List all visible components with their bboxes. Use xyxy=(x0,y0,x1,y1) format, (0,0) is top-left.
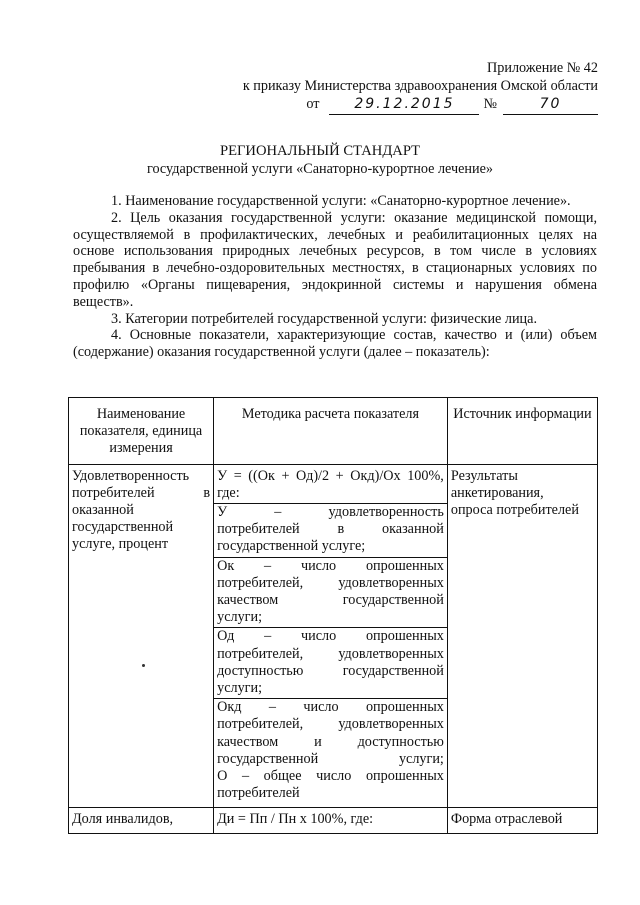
cell-line: потребителей xyxy=(217,785,300,802)
document-subtitle: государственной услуги «Санаторно-курортное лечение» xyxy=(147,161,493,177)
header-indicator-name: Наименование показателя, единица измерения xyxy=(69,398,214,465)
cell-line: государственной xyxy=(72,519,174,536)
cell-calculation-method xyxy=(214,464,448,808)
document-title: РЕГИОНАЛЬНЫЙ СТАНДАРТ xyxy=(219,143,421,159)
order-reference: к приказу Министерства здравоохранения Омской области xyxy=(242,78,598,94)
cell-line: Од – число опрошенных xyxy=(217,628,444,645)
body-paragraphs xyxy=(73,193,597,361)
cell-line: оказанной xyxy=(72,502,134,519)
cell-line: государственной услуги; xyxy=(217,750,444,767)
cell-indicator-name xyxy=(69,808,214,833)
cell-line: О – общее число опрошенных xyxy=(217,768,444,785)
cell-line: услуге, процент xyxy=(72,536,169,553)
cell-line: У – удовлетворенность xyxy=(217,504,444,521)
indicators-table xyxy=(68,397,598,834)
cell-line: потребителей, удовлетворенных xyxy=(217,574,444,591)
cell-line: потребителей, удовлетворенных xyxy=(217,716,444,733)
cell-line: Окд – число опрошенных xyxy=(217,699,444,716)
cell-line: потребителей, удовлетворенных xyxy=(217,645,444,662)
order-date-handwritten: 29.12.2015 xyxy=(329,94,479,115)
cell-line: государственной услуге; xyxy=(217,538,366,555)
cell-line: услуги; xyxy=(217,680,263,697)
method-block xyxy=(214,558,447,629)
cell-line: У = ((Ок + Од)/2 + Окд)/Ох 100%, xyxy=(217,467,444,484)
order-date-line xyxy=(306,94,598,115)
cell-line: доступностью государственной xyxy=(217,662,444,679)
cell-line: качеством и доступностью xyxy=(217,733,444,750)
paragraph-2: 2. Цель оказания государственной услуги: оказание медицинской помощи, осуществляемой в профилактических, лечебных и реабилитационных целях на основе использования природных лечебных ресурсов, в том числе в условиях пребывания в лечебно-оздоровительных местностях, в стационарных условиях по профилю «Органы пищеварения, эндокринной системы и нарушения обмена веществ». xyxy=(73,209,597,310)
method-block xyxy=(214,468,447,504)
cell-information-source xyxy=(447,808,597,833)
cell-indicator-name xyxy=(69,464,214,808)
from-label: от xyxy=(306,96,320,112)
cell-line: Результаты xyxy=(450,467,518,484)
cell-calculation-method xyxy=(214,808,448,833)
scan-speck xyxy=(142,664,145,667)
table-row xyxy=(69,464,598,808)
header-information-source: Источник информации xyxy=(447,398,597,465)
paragraph-3: 3. Категории потребителей государственной услуги: физические лица. xyxy=(111,310,537,327)
cell-line: Ди = Пп / Пн х 100%, где: xyxy=(217,811,374,828)
cell-line: где: xyxy=(217,484,240,501)
cell-line: потребителей в оказанной xyxy=(217,521,444,538)
method-block xyxy=(214,628,447,699)
paragraph-4: 4. Основные показатели, характеризующие состав, качество и (или) объем (содержание) оказания государственной услуги (далее – показатель): xyxy=(73,327,597,361)
cell-line: качеством государственной xyxy=(217,592,444,609)
order-number-handwritten: 70 xyxy=(503,94,598,115)
table-row xyxy=(69,808,598,833)
number-label: № xyxy=(483,96,497,112)
cell-line: Форма отраслевой xyxy=(450,811,563,828)
annex-number: Приложение № 42 xyxy=(487,60,598,76)
cell-line: анкетирования, xyxy=(450,484,544,501)
cell-line: услуги; xyxy=(217,609,263,626)
method-block xyxy=(217,811,444,828)
paragraph-1: 1. Наименование государственной услуги: «Санаторно-курортное лечение». xyxy=(111,193,571,209)
cell-line: Ок – число опрошенных xyxy=(217,557,444,574)
table-header-row xyxy=(69,398,598,465)
cell-line: опроса потребителей xyxy=(450,502,579,519)
method-block xyxy=(214,504,447,558)
method-block xyxy=(214,699,447,803)
cell-line: Удовлетворенность xyxy=(72,467,190,484)
cell-line: Доля инвалидов, xyxy=(72,811,174,828)
cell-information-source xyxy=(447,464,597,808)
header-calculation-method: Методика расчета показателя xyxy=(214,398,448,465)
cell-line: потребителей в xyxy=(72,484,211,501)
